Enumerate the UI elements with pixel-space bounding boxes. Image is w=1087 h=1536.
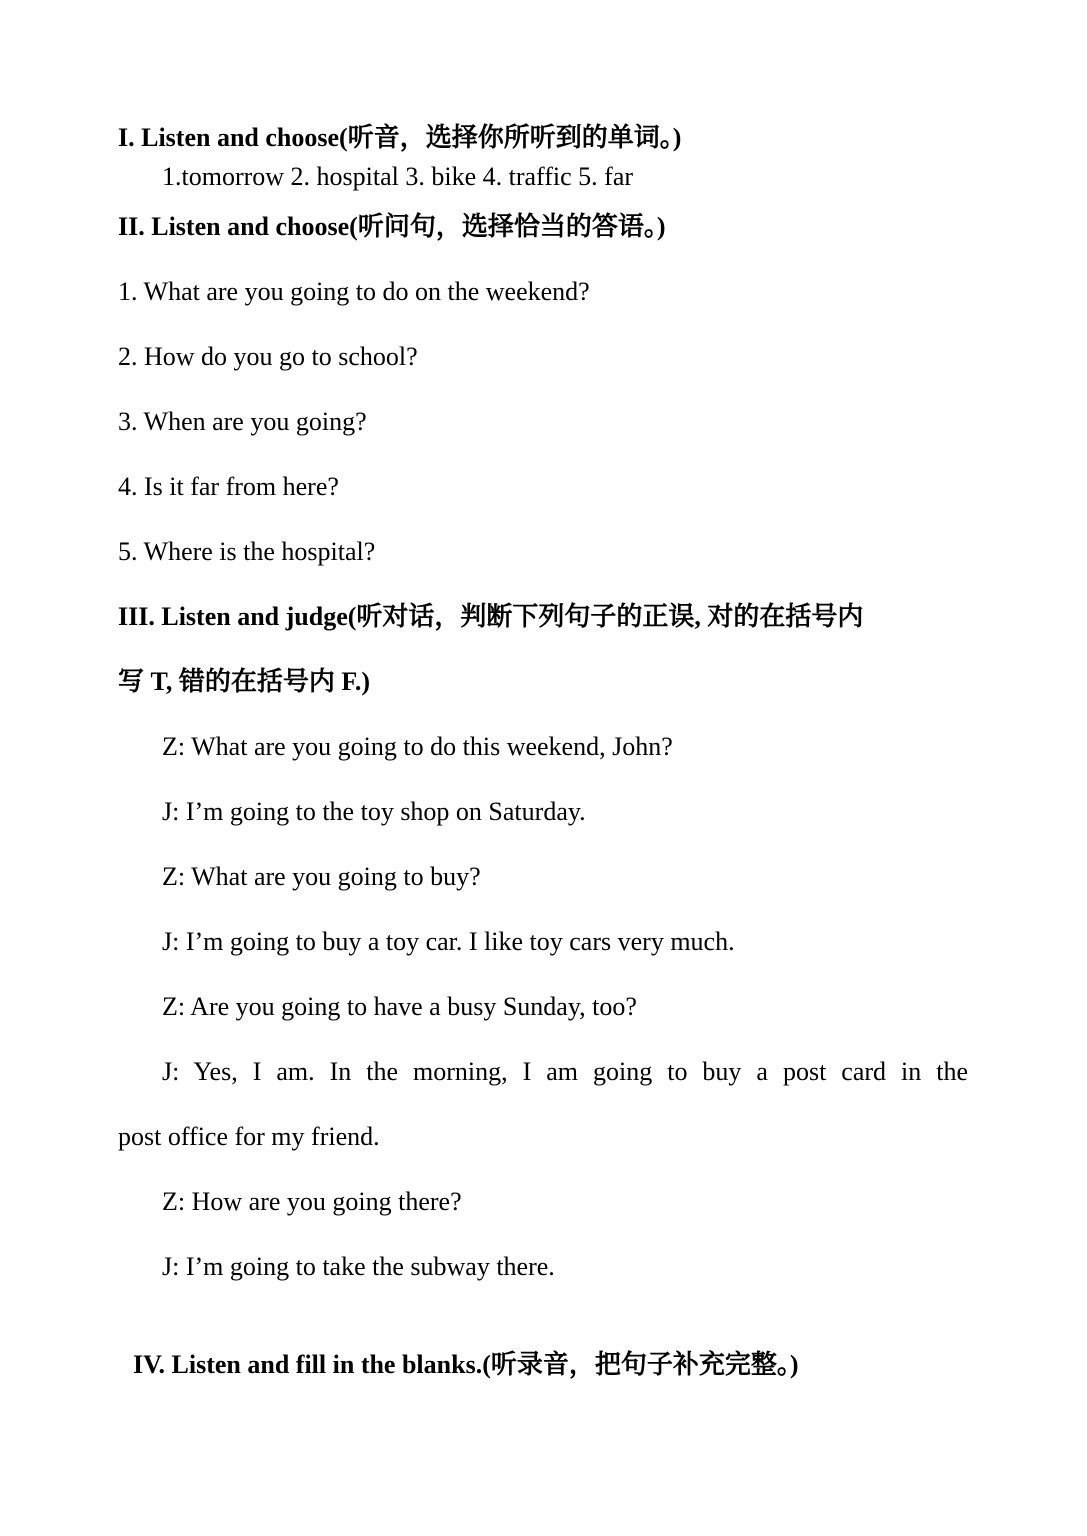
section-3-heading-line-1: III. Listen and judge(听对话，判断下列句子的正误, 对的在括号内 <box>118 602 864 631</box>
dialogue-line-continuation: post office for my friend. <box>118 1122 380 1151</box>
section-4-heading: IV. Listen and fill in the blanks.(听录音，把句子补充完整。) <box>133 1350 799 1379</box>
question-3: 3. When are you going? <box>118 407 367 436</box>
question-5: 5. Where is the hospital? <box>118 537 376 566</box>
dialogue-line: J: I’m going to buy a toy car. I like toy cars very much. <box>162 927 735 956</box>
section-1-word-list: 1.tomorrow 2. hospital 3. bike 4. traffic 5. far <box>162 162 634 191</box>
dialogue-line: Z: Are you going to have a busy Sunday, too? <box>162 992 637 1021</box>
dialogue-line: J: Yes, I am. In the morning, I am going to buy a post card in the <box>162 1057 968 1086</box>
dialogue-line: Z: What are you going to do this weekend, John? <box>162 732 673 761</box>
question-4: 4. Is it far from here? <box>118 472 339 501</box>
dialogue-line: Z: What are you going to buy? <box>162 862 481 891</box>
dialogue-line: Z: How are you going there? <box>162 1187 462 1216</box>
section-1-heading: I. Listen and choose(听音，选择你所听到的单词。) <box>118 123 682 152</box>
section-3-heading-line-2: 写 T, 错的在括号内 F.) <box>118 667 371 696</box>
section-2-heading: II. Listen and choose(听问句，选择恰当的答语。) <box>118 212 666 241</box>
question-1: 1. What are you going to do on the weekend? <box>118 277 590 306</box>
question-2: 2. How do you go to school? <box>118 342 418 371</box>
dialogue-line: J: I’m going to the toy shop on Saturday. <box>162 797 586 826</box>
dialogue-line: J: I’m going to take the subway there. <box>162 1252 555 1281</box>
